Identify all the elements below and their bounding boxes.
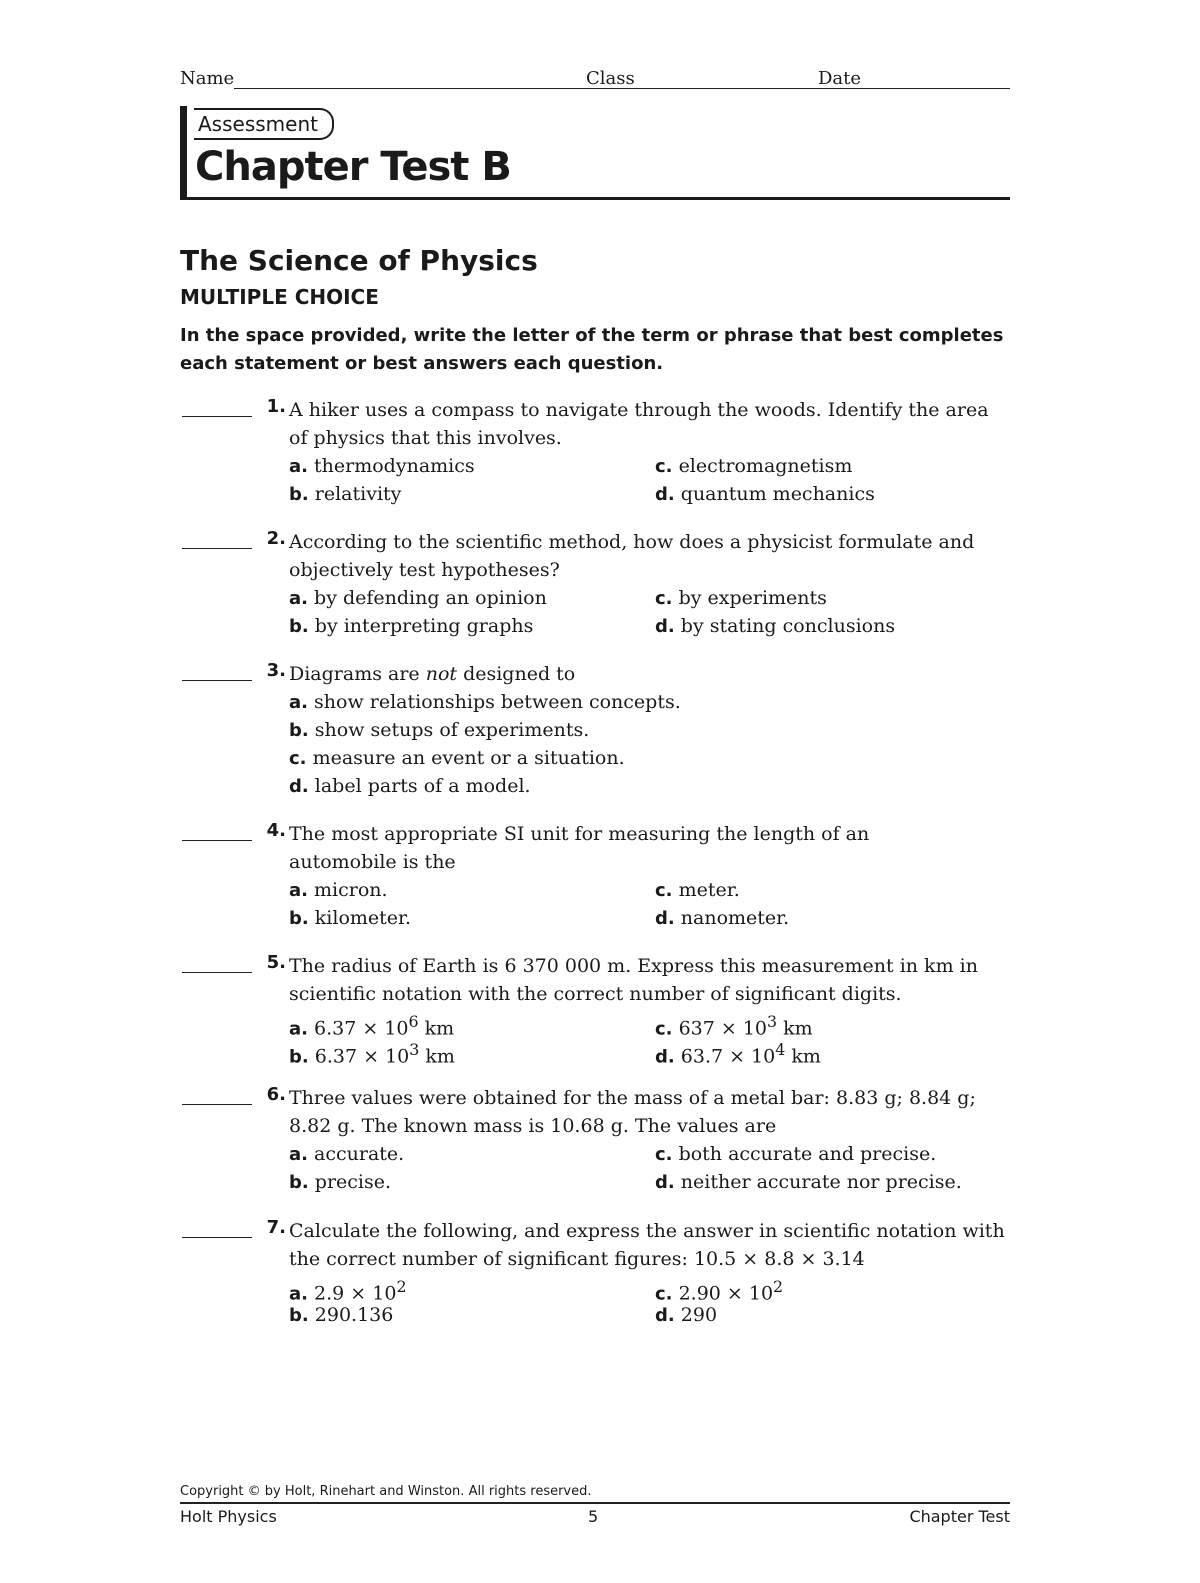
date-field[interactable] bbox=[864, 88, 1010, 89]
option-a: a. micron. bbox=[289, 879, 388, 901]
page-number: 5 bbox=[588, 1507, 599, 1526]
option-b: b. relativity bbox=[289, 483, 402, 505]
date-label: Date bbox=[818, 68, 862, 89]
option-a: a. thermodynamics bbox=[289, 455, 475, 477]
answer-blank[interactable] bbox=[182, 840, 252, 841]
option-c: c. $637 \times 10^3$ km bbox=[655, 1012, 813, 1040]
name-label: Name bbox=[180, 68, 235, 89]
option-c: c. by experiments bbox=[655, 587, 827, 609]
answer-blank[interactable] bbox=[182, 416, 252, 417]
option-a: a. $2.9 \times 10^2$ bbox=[289, 1277, 407, 1305]
answer-blank[interactable] bbox=[182, 1104, 252, 1105]
option-b: b. precise. bbox=[289, 1171, 392, 1193]
section-title: The Science of Physics bbox=[180, 244, 538, 277]
footer-section-name: Chapter Test bbox=[909, 1507, 1010, 1526]
answer-blank[interactable] bbox=[182, 680, 252, 681]
copyright-notice: Copyright © by Holt, Rinehart and Winston. All rights reserved. bbox=[180, 1484, 592, 1499]
question-number: 2. bbox=[266, 528, 286, 549]
footer-book-title: Holt Physics bbox=[180, 1507, 277, 1526]
footer-rule bbox=[180, 1502, 1010, 1504]
question-5 bbox=[180, 952, 1010, 1068]
option-c: c. $2.90 \times 10^2$ bbox=[655, 1277, 784, 1305]
option-a: a. accurate. bbox=[289, 1143, 405, 1165]
option-d: d. by stating conclusions bbox=[655, 615, 896, 637]
answer-blank[interactable] bbox=[182, 548, 252, 549]
question-stem: The most appropriate SI unit for measuring the length of an automobile is the bbox=[289, 823, 870, 873]
option-b: b. show setups of experiments. bbox=[289, 719, 590, 741]
answer-blank[interactable] bbox=[182, 972, 252, 973]
option-d: d. 290 bbox=[655, 1304, 718, 1326]
question-7 bbox=[180, 1217, 1010, 1333]
option-d: d. $63.7 \times 10^4$ km bbox=[655, 1040, 821, 1068]
question-stem: According to the scientific method, how does a physicist formulate and objectively test hypotheses? bbox=[289, 531, 975, 581]
chapter-title: Chapter Test B bbox=[195, 144, 511, 190]
option-c: c. electromagnetism bbox=[655, 455, 853, 477]
question-stem: The radius of Earth is 6 370 000 m. Express this measurement in km in scientific notation with the correct number of significant digits. bbox=[289, 955, 978, 1005]
question-number: 4. bbox=[266, 820, 286, 841]
option-b: b. kilometer. bbox=[289, 907, 412, 929]
question-stem: Diagrams are not designed to bbox=[289, 663, 576, 685]
student-info-header bbox=[180, 66, 1010, 92]
banner-rule bbox=[180, 197, 1010, 200]
section-subtitle: MULTIPLE CHOICE bbox=[180, 285, 379, 309]
option-b: b. by interpreting graphs bbox=[289, 615, 534, 637]
chapter-banner bbox=[180, 106, 1010, 200]
question-number: 5. bbox=[266, 952, 286, 973]
option-d: d. nanometer. bbox=[655, 907, 790, 929]
option-c: c. measure an event or a situation. bbox=[289, 747, 625, 769]
question-stem: Calculate the following, and express the answer in scientific notation with the correct number of significant figures: 10.5 × 8.8 × 3.14 bbox=[289, 1220, 1005, 1270]
banner-left-bar bbox=[180, 106, 187, 200]
question-number: 7. bbox=[266, 1217, 286, 1238]
assessment-tag: Assessment bbox=[194, 108, 334, 140]
option-b: b. $6.37 \times 10^3$ km bbox=[289, 1040, 455, 1068]
option-a: a. $6.37 \times 10^6$ km bbox=[289, 1012, 455, 1040]
question-3 bbox=[180, 660, 1010, 804]
instructions: In the space provided, write the letter of the term or phrase that best completes each statement or best answers each question. bbox=[180, 325, 1004, 374]
class-label: Class bbox=[586, 68, 635, 89]
option-a: a. show relationships between concepts. bbox=[289, 691, 681, 713]
option-c: c. meter. bbox=[655, 879, 740, 901]
question-4 bbox=[180, 820, 1010, 936]
answer-blank[interactable] bbox=[182, 1237, 252, 1238]
question-2 bbox=[180, 528, 1010, 644]
option-b: b. 290.136 bbox=[289, 1304, 394, 1326]
option-d: d. quantum mechanics bbox=[655, 483, 875, 505]
question-number: 1. bbox=[266, 396, 286, 417]
question-number: 6. bbox=[266, 1084, 286, 1105]
option-a: a. by defending an opinion bbox=[289, 587, 547, 609]
option-d: d. label parts of a model. bbox=[289, 775, 531, 797]
question-number: 3. bbox=[266, 660, 286, 681]
option-c: c. both accurate and precise. bbox=[655, 1143, 937, 1165]
option-d: d. neither accurate nor precise. bbox=[655, 1171, 962, 1193]
question-stem: A hiker uses a compass to navigate through the woods. Identify the area of physics that this involves. bbox=[289, 399, 989, 449]
question-6 bbox=[180, 1084, 1010, 1200]
question-1 bbox=[180, 396, 1010, 512]
question-stem: Three values were obtained for the mass of a metal bar: 8.83 g; 8.84 g; 8.82 g. The known mass is 10.68 g. The values are bbox=[289, 1087, 976, 1137]
